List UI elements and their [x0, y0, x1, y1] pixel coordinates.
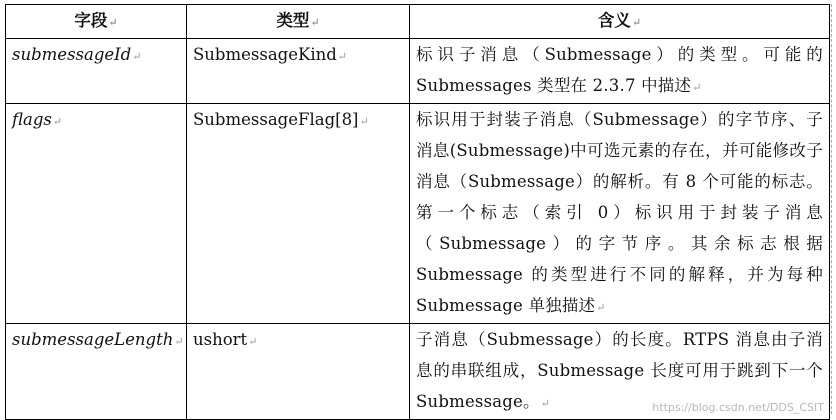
- table-header-row: [6, 5, 830, 39]
- field-cell: flags↵: [6, 104, 187, 324]
- description-cell: 标识子消息（Submessage）的类型。可能的Submessages 类型在 2.3.7 中描述↵: [410, 39, 830, 104]
- submessage-fields-table: [5, 4, 830, 420]
- type-cell: SubmessageKind↵: [187, 39, 410, 104]
- header-field: 字段↵: [6, 5, 187, 39]
- description-cell: 子消息（Submessage）的长度。RTPS 消息由子消息的串联组成，Submessage 长度可用于跳到下一个 Submessage。↵: [410, 324, 830, 420]
- type-cell: SubmessageFlag[8]↵: [187, 104, 410, 324]
- watermark: https://blog.csdn.net/DDS_CSIT: [652, 401, 824, 414]
- field-cell: submessageLength↵: [6, 324, 187, 420]
- field-cell: submessageId↵: [6, 39, 187, 104]
- right-dashed-border: [831, 4, 832, 414]
- table-row: [6, 104, 830, 324]
- table-row: [6, 39, 830, 104]
- type-cell: ushort↵: [187, 324, 410, 420]
- header-meaning: 含义↵: [410, 5, 830, 39]
- description-cell: 标识用于封装子消息（Submessage）的字节序、子消息(Submessage)中可选元素的存在，并可能修改子消息（Submessage）的解析。有 8 个可能的标志。第一个标志（索引 0）标识用于封装子消息（Submessage）的字节序。其余标志根据 Submessage 的类型进行不同的解释，并为每种 Submessage 单独描述↵: [410, 104, 830, 324]
- header-type: 类型↵: [187, 5, 410, 39]
